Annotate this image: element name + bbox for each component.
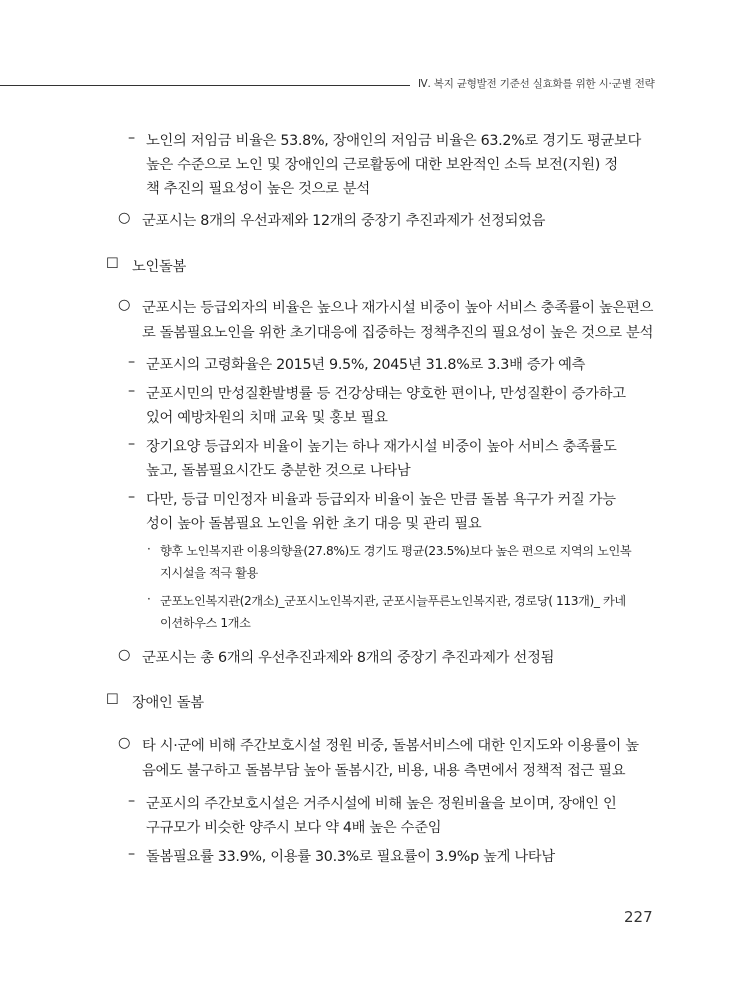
disabled-intro-line-2: 음에도 불구하고 돌봄부담 높아 돌봄시간, 비용, 내용 측면에서 정책적 접근 필요 [142,763,626,779]
circle-bullet: ○ [118,297,131,313]
dash-bullet: – [128,130,136,146]
dash-bullet: – [128,793,136,809]
section-box-disabled: ☐ [106,692,119,708]
circle-bullet: ○ [118,210,131,226]
elderly-item-1: 군포시의 고령화율은 2015년 9.5%, 2045년 31.8%로 3.3배 증가 예측 [146,357,586,373]
elderly-item-3-line-1: 장기요양 등급외자 비율이 높기는 하나 재가시설 비중이 높아 서비스 충족률도 [146,439,617,455]
dash-bullet: – [128,383,136,399]
para1-line-2: 높은 수준으로 노인 및 장애인의 근로활동에 대한 보완적인 소득 보전(지원) 정 [146,157,618,173]
elderly-conclusion: 군포시는 총 6개의 우선추진과제와 8개의 중장기 추진과제가 선정됨 [142,650,555,666]
dot-bullet: · [147,592,151,606]
elderly-sub-1-line-1: 향후 노인복지관 이용의향율(27.8%)도 경기도 평균(23.5%)보다 높은 편으로 지역의 노인복 [160,544,632,558]
dash-bullet: – [128,489,136,505]
running-header: Ⅳ. 복지 균형발전 기준선 실효화를 위한 시·군별 전략 [418,78,655,90]
header-rule [0,85,410,86]
dot-bullet: · [147,542,151,556]
disabled-item-1-line-1: 군포시의 주간보호시설은 거주시설에 비해 높은 정원비율을 보이며, 장애인 인 [146,796,617,812]
elderly-item-2-line-1: 군포시민의 만성질환발병률 등 건강상태는 양호한 편이나, 만성질환이 증가하고 [146,386,626,402]
elderly-item-4-line-2: 성이 높아 돌봄필요 노인을 위한 초기 대응 및 관리 필요 [146,516,482,532]
elderly-sub-2-line-2: 이션하우스 1개소 [160,616,251,630]
circle-bullet: ○ [118,735,131,751]
section-heading-elderly: 노인돌봄 [132,259,187,275]
elderly-intro-line-1: 군포시는 등급외자의 비율은 높으나 재가시설 비중이 높아 서비스 충족률이 높은편으 [142,300,654,316]
para1-line-1: 노인의 저임금 비율은 53.8%, 장애인의 저임금 비율은 63.2%로 경기도 평균보다 [146,133,642,149]
elderly-item-3-line-2: 높고, 돌봄필요시간도 충분한 것으로 나타남 [146,463,411,479]
elderly-item-2-line-2: 있어 예방차원의 치매 교육 및 홍보 필요 [146,410,388,426]
circle-bullet: ○ [118,647,131,663]
elderly-sub-2-line-1: 군포노인복지관(2개소)_군포시노인복지관, 군포시늘푸른노인복지관, 경로당( 113개)_ 카네 [160,594,626,608]
page-number: 227 [624,908,653,926]
section-box-elderly: ☐ [106,256,119,272]
section-heading-disabled: 장애인 돌봄 [132,695,204,711]
dash-bullet: – [128,846,136,862]
dash-bullet: – [128,436,136,452]
elderly-intro-line-2: 로 돌봄필요노인을 위한 초기대응에 집중하는 정책추진의 필요성이 높은 것으로 분석 [142,325,654,341]
para1-line-3: 책 추진의 필요성이 높은 것으로 분석 [146,181,370,197]
disabled-item-2: 돌봄필요률 33.9%, 이용률 30.3%로 필요률이 3.9%p 높게 나타남 [146,849,555,865]
elderly-item-4-line-1: 다만, 등급 미인정자 비율과 등급외자 비율이 높은 만큼 돌봄 욕구가 커질 가능 [146,492,616,508]
dash-bullet: – [128,354,136,370]
para2-text: 군포시는 8개의 우선과제와 12개의 중장기 추진과제가 선정되었음 [142,213,546,229]
elderly-sub-1-line-2: 지시설을 적극 활용 [160,566,258,580]
disabled-intro-line-1: 타 시·군에 비해 주간보호시설 정원 비중, 돌봄서비스에 대한 인지도와 이용률이 높 [142,738,639,754]
disabled-item-1-line-2: 구규모가 비슷한 양주시 보다 약 4배 높은 수준임 [146,820,442,836]
